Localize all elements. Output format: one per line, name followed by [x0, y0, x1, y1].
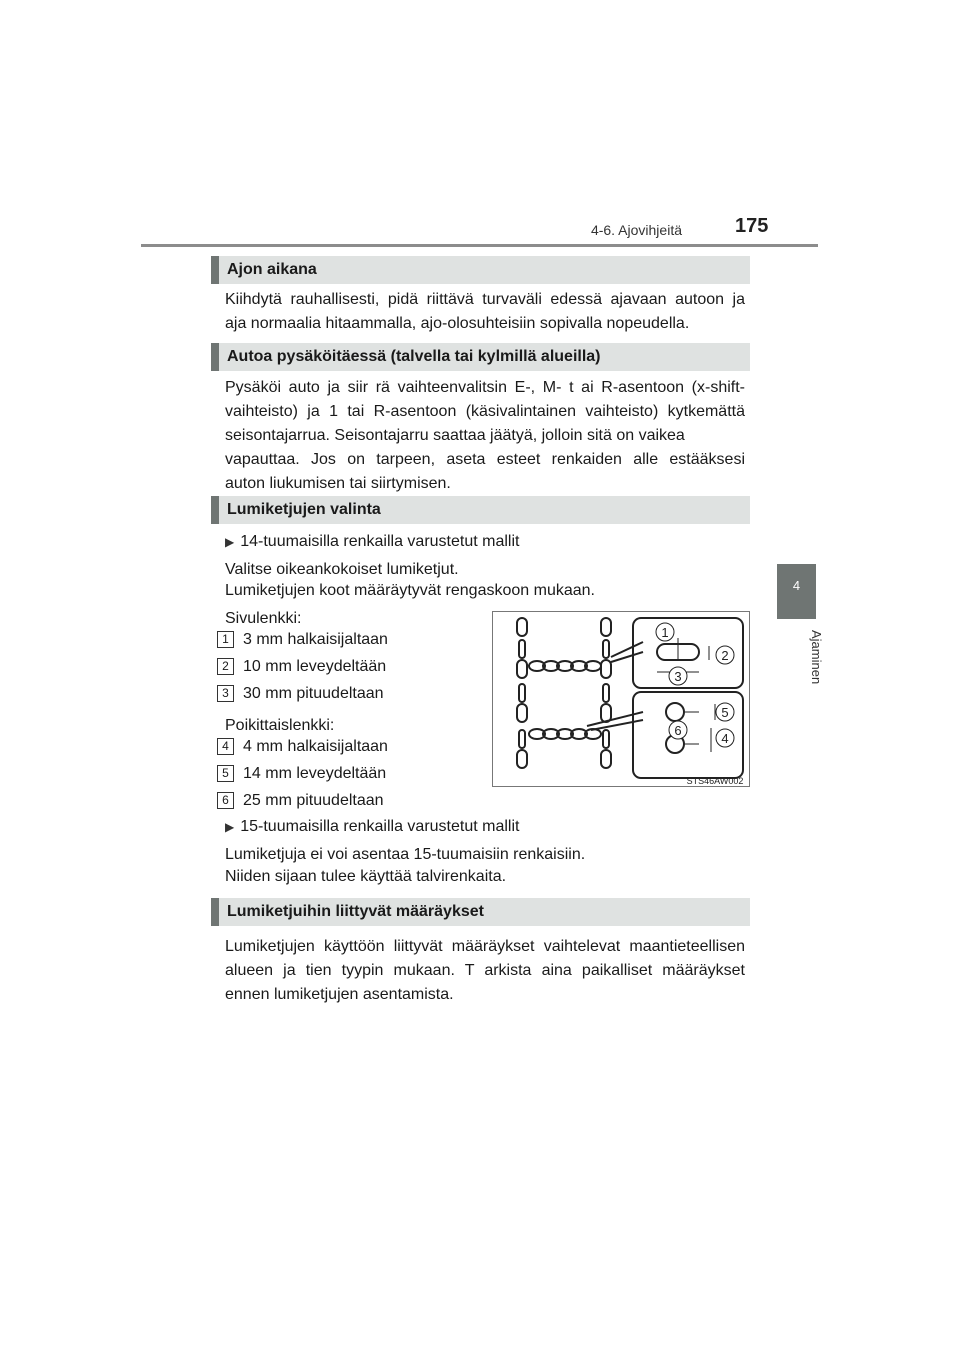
- section-paragraph-regulations: [225, 935, 745, 1007]
- text-line: aja normaalia hitaammalla, ajo-olosuhteisiin sopivalla nopeudella.: [225, 315, 690, 332]
- item-number: 1: [217, 631, 234, 648]
- bullet-14-inch: [225, 531, 519, 553]
- bullet-15-inch: [225, 816, 519, 838]
- text-line: vapauttaa. Jos on tarpeen, aseta esteet renkaiden alle estääksesi: [225, 451, 745, 468]
- cross-link-width: 14 mm leveydeltään: [243, 765, 387, 782]
- text-line: Valitse oikeankokoiset lumiketjut.: [225, 561, 459, 578]
- bullet-text: 15-tuumaisilla renkailla varustetut mallit: [240, 818, 520, 835]
- callout-5: 5: [721, 705, 729, 720]
- section-paragraph-driving: [225, 288, 745, 336]
- item-number: 5: [217, 765, 234, 782]
- side-link-length: 30 mm pituudeltaan: [243, 685, 384, 702]
- item-number: 6: [217, 792, 234, 809]
- item-number: 3: [217, 685, 234, 702]
- text-line: Lumiketjujen käyttöön liittyvät määräykset vaihtelevat maantieteellisen: [225, 938, 745, 955]
- text-line: ennen lumiketjujen asentamista.: [225, 986, 454, 1003]
- section-heading-regulations: Lumiketjuihin liittyvät määräykset: [211, 898, 750, 926]
- side-link-width: 10 mm leveydeltään: [243, 658, 387, 675]
- callout-1: 1: [661, 625, 669, 640]
- text-line: auton liukumisen tai siirtymisen.: [225, 475, 451, 492]
- item-number: 2: [217, 658, 234, 675]
- header-rule: [141, 244, 818, 247]
- triangle-bullet-icon: ▶: [225, 535, 235, 549]
- side-link-diameter: 3 mm halkaisijaltaan: [243, 631, 388, 648]
- cross-link-length: 25 mm pituudeltaan: [243, 792, 384, 809]
- text-line: Niiden sijaan tulee käyttää talvirenkaita.: [225, 868, 507, 885]
- text-line: vaihteisto) ja 1 tai R-asentoon (käsivalintainen vaihteisto) kytkemättä: [225, 403, 745, 420]
- text-line: Lumiketjujen koot määräytyvät rengaskoon mukaan.: [225, 582, 595, 599]
- figure-code: STS46AW002: [686, 776, 744, 786]
- callout-2: 2: [721, 648, 729, 663]
- callout-3: 3: [674, 669, 682, 684]
- section-heading-driving: Ajon aikana: [211, 256, 750, 284]
- snow-chain-diagram: [492, 611, 750, 787]
- chapter-tab-label: Ajaminen: [809, 630, 824, 685]
- bullet-text: 14-tuumaisilla renkailla varustetut mallit: [240, 533, 520, 550]
- side-link-label: Sivulenkki:: [225, 610, 302, 627]
- chapter-tab[interactable]: 4: [777, 564, 816, 619]
- item-number: 4: [217, 738, 234, 755]
- text-line: Kiihdytä rauhallisesti, pidä riittävä turvaväli edessä ajavaan autoon ja: [225, 291, 745, 308]
- callout-6: 6: [674, 723, 682, 738]
- section-heading-chain-selection: Lumiketjujen valinta: [211, 496, 750, 524]
- snow-chain-illustration: [493, 612, 749, 786]
- section-heading-parking: Autoa pysäköitäessä (talvella tai kylmillä alueilla): [211, 343, 750, 371]
- text-line: Pysäköi auto ja siir rä vaihteenvalitsin E-, M- t ai R-asentoon (x-shift-: [225, 379, 745, 396]
- cross-link-label: Poikittaislenkki:: [225, 717, 335, 734]
- cross-link-diameter: 4 mm halkaisijaltaan: [243, 738, 388, 755]
- text-line: alueen ja tien tyypin mukaan. T arkista aina paikalliset määräykset: [225, 962, 745, 979]
- callout-4: 4: [721, 731, 729, 746]
- page-number: 175: [735, 215, 769, 237]
- text-line: Lumiketjuja ei voi asentaa 15-tuumaisiin renkaisiin.: [225, 846, 586, 863]
- text-line: seisontajarrua. Seisontajarru saattaa jäätyä, jolloin sitä on vaikea: [225, 427, 685, 444]
- triangle-bullet-icon: ▶: [225, 820, 235, 834]
- section-reference: 4-6. Ajovihjeitä: [590, 222, 682, 238]
- section-paragraph-parking: [225, 376, 745, 496]
